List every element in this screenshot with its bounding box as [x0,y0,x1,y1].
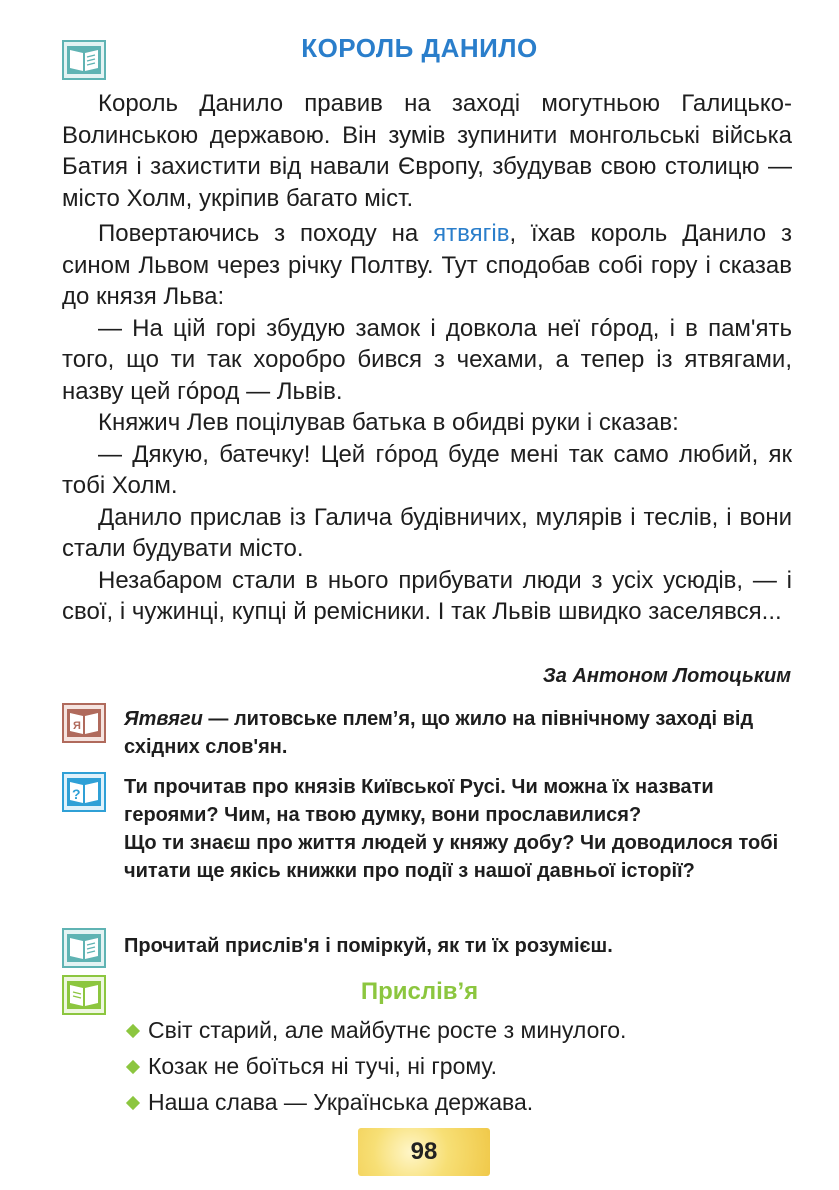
proverb-item [124,1048,626,1084]
author-credit: За Антоном Лотоцьким [542,665,791,687]
proverb-text: Наша слава — Українська держава. [148,1089,534,1115]
proverb-item [124,1084,626,1120]
glossary-link-yatvyagy[interactable]: ятвягів [433,220,510,247]
question-1: Ти прочитав про князів Київської Русі. Чи можна їх назвати героями? Чим, на твою думку, вони прославилися? [124,776,714,826]
glossary-note [124,705,792,761]
proverbs-list [124,1012,626,1120]
proverb-text: Козак не боїться ні тучі, ні грому. [148,1053,498,1079]
question-2: Що ти знаєш про життя людей у княжу добу? Чи доводилося тобі читати ще якісь книжки про події з нашої давньої історії? [124,832,779,882]
story-paragraph-6: Данило прислав із Галича будівничих, мулярів і теслів, і вони стали будувати місто. [62,503,792,562]
story-paragraph-4: Княжич Лев поцілував батька в обидві руки і сказав: [98,409,679,436]
story-paragraph-3: — На цій горі збудую замок і довкола неї гóрод, і в пам'ять того, що ти так хоробро бився з чехами, а тепер із ятвягами, назву цей гóрод — Львів. [62,314,792,405]
proverb-text: Світ старий, але майбутнє росте з минулого. [148,1017,627,1043]
diamond-bullet-icon [126,1024,140,1038]
task-instruction: Прочитай прислів'я і поміркуй, як ти їх розумієш. [124,935,613,957]
book-icon [62,928,106,968]
proverbs-title: Прислів’я [360,978,479,1005]
svg-text:Я: Я [73,720,81,732]
story-text-span: Повертаючись з походу на [98,220,434,247]
glossary-icon [62,703,106,743]
story-text [62,88,792,628]
story-paragraph-1: Король Данило правив на заході могутньою Галицько-Волинською державою. Він зумів зупинити монгольські війська Батия і захистити від навали Європу, збудував свою столицю — місто Холм, укріпив багато міст. [62,90,792,212]
glossary-term: Ятвяги [124,708,203,730]
question-icon [62,772,106,812]
story-text-span: , їхав король Данило з сином Львом через річку Полтву. Тут сподобав собі гору і сказав до князя Льва: [62,220,792,310]
story-paragraph-5: — Дякую, батечку! Цей гóрод буде мені так само любий, як тобі Холм. [62,440,792,499]
story-paragraph-7: Незабаром стали в нього прибувати люди з усіх усюдів, — і свої, і чужинці, купці й ремісники. І так Львів швидко заселявся... [62,566,792,625]
diamond-bullet-icon [126,1060,140,1074]
story-paragraph-2 [62,218,792,313]
page-number: 98 [410,1138,438,1165]
page-title: КОРОЛЬ ДАНИЛО [301,33,538,63]
proverb-item [124,1012,626,1048]
diamond-bullet-icon [126,1096,140,1110]
page-number-badge [358,1128,490,1176]
questions-block [124,773,792,885]
svg-text:?: ? [72,786,81,802]
glossary-definition: — литовське плем’я, що жило на північному заході від східних слов'ян. [124,708,754,758]
